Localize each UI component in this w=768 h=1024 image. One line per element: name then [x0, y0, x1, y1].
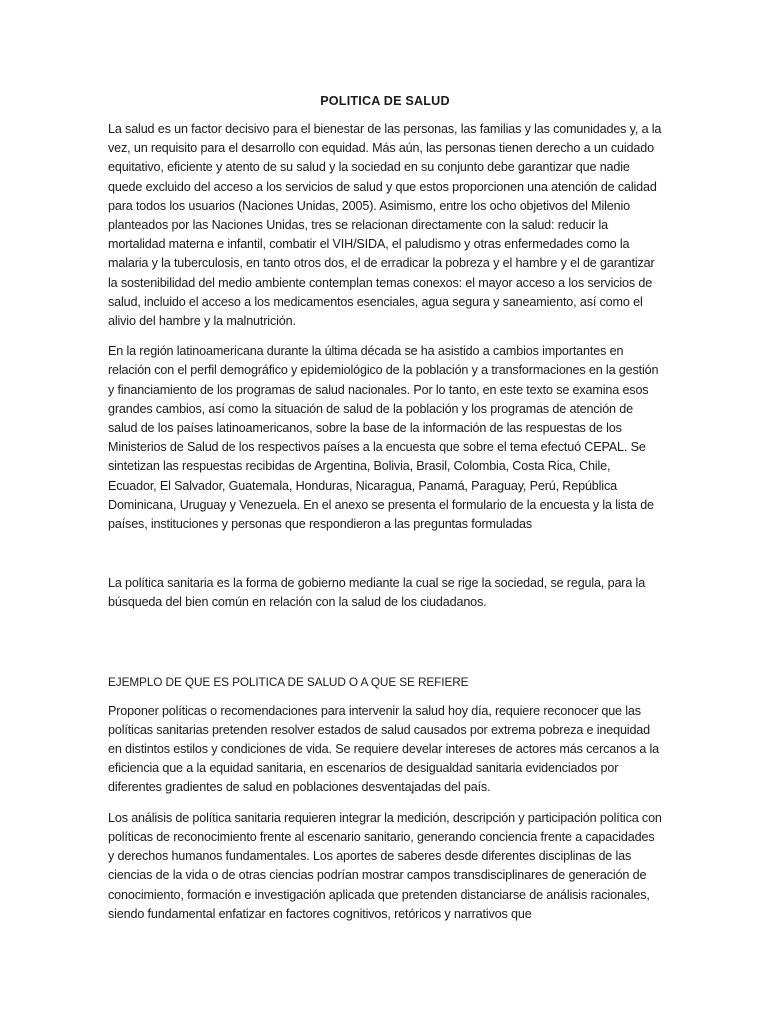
- paragraph-latin-america: En la región latinoamericana durante la última década se ha asistido a cambios importantes en relación con el perfil demográfico y epidemiológico de la población y a transformaciones en la gestión y financiamiento de los programas de salud nacionales. Por lo tanto, en este texto se examina esos grandes cambios, así como la situación de salud de la población y los programas de atención de salud de los países latinoamericanos, sobre la base de la información de las respuestas de los Ministerios de Salud de los respectivos países a la encuesta que sobre el tema efectuó CEPAL. Se sintetizan las respuestas recibidas de Argentina, Bolivia, Brasil, Colombia, Costa Rica, Chile, Ecuador, El Salvador, Guatemala, Honduras, Nicaragua, Panamá, Paraguay, Perú, República Dominicana, Uruguay y Venezuela. En el anexo se presenta el formulario de la encuesta y la lista de países, instituciones y personas que respondieron a las preguntas formuladas: [108, 344, 659, 532]
- section-heading: EJEMPLO DE QUE ES POLITICA DE SALUD O A QUE SE REFIERE: [108, 674, 469, 689]
- document-body: [108, 92, 662, 924]
- paragraph-intro: La salud es un factor decisivo para el bienestar de las personas, las familias y las comunidades y, a la vez, un requisito para el desarrollo con equidad. Más aún, las personas tienen derecho a un cuidado equitativo, eficiente y atento de su salud y la sociedad en su conjunto debe garantizar que nadie quede excluido del acceso a los servicios de salud y que estos proporcionen una atención de calidad para todos los usuarios (Naciones Unidas, 2005). Asimismo, entre los ocho objetivos del Milenio planteados por las Naciones Unidas, tres se relacionan directamente con la salud: reducir la mortalidad materna e infantil, combatir el VIH/SIDA, el paludismo y otras enfermedades como la malaria y la tuberculosis, en tanto otros dos, el de erradicar la pobreza y el hambre y el de garantizar la sostenibilidad del medio ambiente contemplan temas conexos: el mayor acceso a los servicios de salud, incluido el acceso a los medicamentos esenciales, agua segura y saneamiento, así como el alivio del hambre y la malnutrición.: [108, 122, 662, 329]
- paragraph-analysis: Los análisis de política sanitaria requieren integrar la medición, descripción y participación política con políticas de reconocimiento frente al escenario sanitario, generando conciencia frente a capacidades y derechos humanos fundamentales. Los aportes de saberes desde diferentes disciplinas de las ciencias de la vida o de otras ciencias podrían mostrar campos transdisciplinares de generación de conocimiento, formación e investigación aplicada que pretenden distanciarse de análisis racionales, siendo fundamental enfatizar en factores cognitivos, retóricos y narrativos que: [108, 810, 662, 921]
- page-title: POLITICA DE SALUD: [320, 94, 450, 108]
- paragraph-definition: La política sanitaria es la forma de gobierno mediante la cual se rige la sociedad, se regula, para la búsqueda del bien común en relación con la salud de los ciudadanos.: [108, 576, 646, 610]
- paragraph-proposals: Proponer políticas o recomendaciones para intervenir la salud hoy día, requiere reconocer que las políticas sanitarias pretenden resolver estados de salud causados por extrema pobreza e inequidad en distintos estilos y condiciones de vida. Se requiere develar intereses de actores más cercanos a la eficiencia que a la equidad sanitaria, en escenarios de desigualdad sanitaria evidenciados por diferentes gradientes de salud en poblaciones desventajadas del país.: [108, 703, 660, 795]
